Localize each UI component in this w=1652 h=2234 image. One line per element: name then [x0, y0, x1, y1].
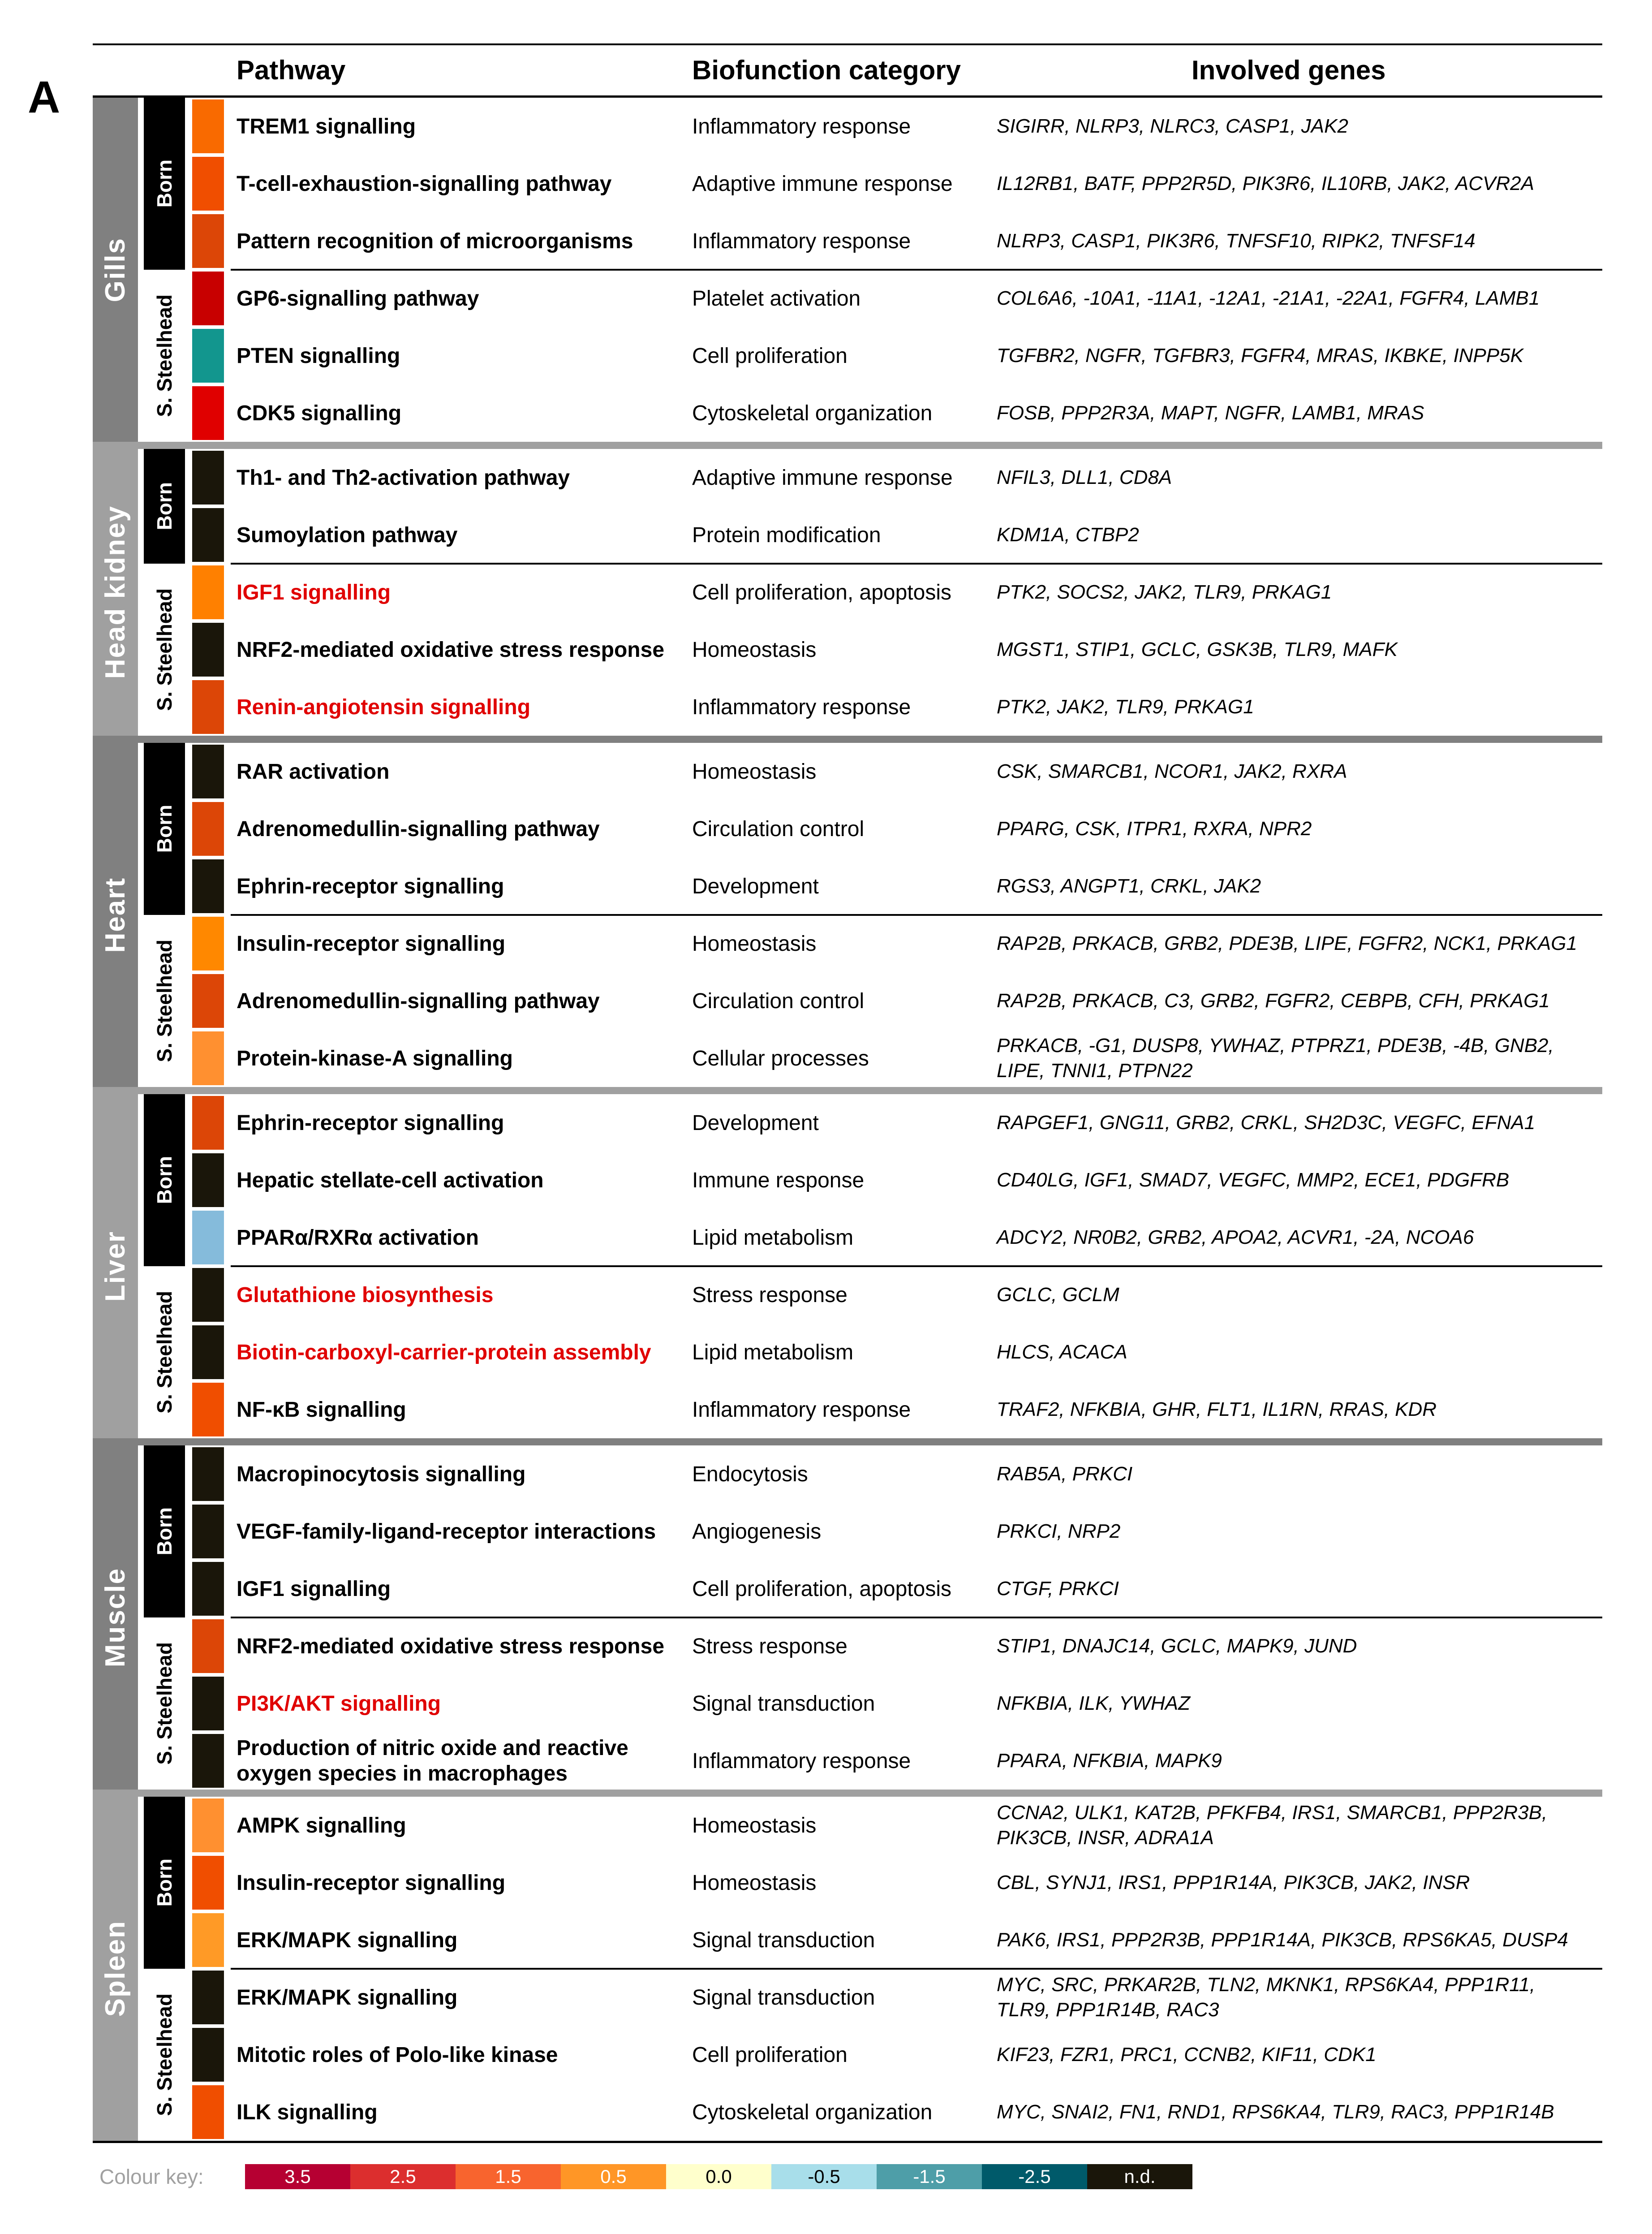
involved-genes: RGS3, ANGPT1, CRKL, JAK2	[997, 875, 1261, 897]
pathway-name: ERK/MAPK signalling	[237, 1928, 458, 1952]
table-row	[192, 800, 1602, 858]
table-row	[192, 972, 1602, 1030]
biofunction-category: Adaptive immune response	[692, 466, 953, 490]
group-name: Born	[153, 1507, 176, 1556]
group-list	[144, 1094, 1602, 1438]
pathway-name: Adrenomedullin-signalling pathway	[237, 989, 600, 1013]
biofunction-category: Adaptive immune response	[692, 172, 953, 196]
biofunction-category: Homeostasis	[692, 932, 817, 956]
fold-change-swatch	[192, 1798, 224, 1852]
organ-label	[93, 1797, 138, 2141]
fold-change-swatch	[192, 1913, 224, 1967]
fold-change-swatch	[192, 1211, 224, 1264]
fold-change-swatch	[192, 99, 224, 153]
pathway-name: Pattern recognition of microorganisms	[237, 229, 633, 253]
organ-section	[93, 736, 1602, 1087]
fold-change-swatch	[192, 157, 224, 211]
pathway-name: Adrenomedullin-signalling pathway	[237, 817, 600, 841]
biofunction-category: Cytoskeletal organization	[692, 2100, 933, 2124]
involved-genes: IL12RB1, BATF, PPP2R5D, PIK3R6, IL10RB, JAK2, ACVR2A	[997, 173, 1534, 194]
group-label	[144, 1969, 185, 2141]
organ-name: Gills	[100, 237, 131, 302]
group-list	[144, 1797, 1602, 2141]
involved-genes: TRAF2, NFKBIA, GHR, FLT1, IL1RN, RRAS, KDR	[997, 1398, 1437, 1420]
involved-genes: MGST1, STIP1, GCLC, GSK3B, TLR9, MAFK	[997, 638, 1398, 660]
fold-change-swatch	[192, 2085, 224, 2139]
colour-key-cell: 0.0	[666, 2164, 771, 2189]
biofunction-category: Immune response	[692, 1168, 865, 1192]
group-name: S. Steelhead	[153, 940, 176, 1062]
pathway-name: ERK/MAPK signalling	[237, 1985, 458, 2010]
involved-genes: KDM1A, CTBP2	[997, 524, 1139, 546]
biofunction-category: Circulation control	[692, 817, 865, 841]
fold-change-swatch	[192, 2028, 224, 2082]
fold-change-swatch	[192, 1268, 224, 1322]
fold-change-swatch	[192, 680, 224, 734]
fold-change-swatch	[192, 1734, 224, 1788]
fold-change-swatch	[192, 508, 224, 562]
involved-genes: RAP2B, PRKACB, C3, GRB2, FGFR2, CEBPB, CFH, PRKAG1	[997, 990, 1550, 1012]
involved-genes: CD40LG, IGF1, SMAD7, VEGFC, MMP2, ECE1, PDGFRB	[997, 1169, 1510, 1191]
biofunction-category: Homeostasis	[692, 1871, 817, 1895]
fold-change-swatch	[192, 1505, 224, 1558]
table-row	[192, 212, 1602, 270]
table-row	[192, 1969, 1602, 2026]
pathway-name: Sumoylation pathway	[237, 523, 458, 547]
involved-genes: KIF23, FZR1, PRC1, CCNB2, KIF11, CDK1	[997, 2044, 1377, 2066]
biofunction-category: Homeostasis	[692, 1813, 817, 1837]
group-section	[144, 98, 1602, 270]
group-section	[144, 1617, 1602, 1790]
organ-section	[93, 1087, 1602, 1438]
row-list	[192, 449, 1602, 564]
fold-change-swatch	[192, 1447, 224, 1501]
group-label	[144, 743, 185, 915]
bottom-rule	[93, 2141, 1602, 2143]
pathway-name: IGF1 signalling	[237, 580, 391, 604]
table-row	[192, 1266, 1602, 1324]
table-row	[192, 155, 1602, 212]
pathway-name: Ephrin-receptor signalling	[237, 1111, 504, 1135]
row-list	[192, 1445, 1602, 1617]
table-row	[192, 1503, 1602, 1560]
biofunction-category: Signal transduction	[692, 1691, 875, 1716]
biofunction-category: Lipid metabolism	[692, 1225, 854, 1250]
fold-change-swatch	[192, 917, 224, 970]
group-name: Born	[153, 160, 176, 208]
colour-key-label: Colour key:	[99, 2165, 204, 2188]
group-name: Born	[153, 805, 176, 853]
biofunction-category: Lipid metabolism	[692, 1340, 854, 1364]
pathway-name: Protein-kinase-A signalling	[237, 1046, 513, 1070]
table-row	[192, 1797, 1602, 1854]
pathway-name: PI3K/AKT signalling	[237, 1691, 441, 1716]
fold-change-swatch	[192, 1619, 224, 1673]
group-label	[144, 1617, 185, 1790]
involved-genes: PRKACB, -G1, DUSP8, YWHAZ, PTPRZ1, PDE3B, -4B, GNB2, LIPE, TNNI1, PTPN22	[997, 1035, 1554, 1082]
table-row	[192, 384, 1602, 442]
involved-genes: CTGF, PRKCI	[997, 1578, 1119, 1600]
fold-change-swatch	[192, 1153, 224, 1207]
organ-name: Spleen	[100, 1920, 131, 2017]
group-divider	[231, 1617, 1602, 1618]
biofunction-category: Inflammatory response	[692, 114, 911, 138]
table-row	[192, 564, 1602, 621]
table-row	[192, 1560, 1602, 1617]
pathway-name: Th1- and Th2-activation pathway	[237, 466, 570, 490]
involved-genes: TGFBR2, NGFR, TGFBR3, FGFR4, MRAS, IKBKE, INPP5K	[997, 345, 1523, 367]
involved-genes: PRKCI, NRP2	[997, 1520, 1121, 1542]
group-name: Born	[153, 1156, 176, 1204]
organ-label	[93, 1445, 138, 1790]
group-section	[144, 1969, 1602, 2141]
biofunction-category: Signal transduction	[692, 1928, 875, 1952]
organ-name: Muscle	[100, 1567, 131, 1668]
table-row	[192, 327, 1602, 384]
colour-key-cell: -1.5	[877, 2164, 982, 2189]
pathway-name: IGF1 signalling	[237, 1577, 391, 1601]
table-row	[192, 270, 1602, 327]
involved-genes: STIP1, DNAJC14, GCLC, MAPK9, JUND	[997, 1635, 1357, 1657]
group-name: Born	[153, 482, 176, 530]
group-list	[144, 98, 1602, 442]
biofunction-category: Inflammatory response	[692, 1749, 911, 1773]
table-row	[192, 743, 1602, 800]
pathway-name: Insulin-receptor signalling	[237, 1871, 506, 1895]
table-row	[192, 1094, 1602, 1152]
row-list	[192, 270, 1602, 442]
organ-label	[93, 98, 138, 442]
table-row	[192, 506, 1602, 564]
group-section	[144, 915, 1602, 1087]
group-list	[144, 449, 1602, 736]
row-list	[192, 1797, 1602, 1969]
organ-name: Liver	[100, 1230, 131, 1302]
group-label	[144, 270, 185, 442]
pathway-name: PPARα/RXRα activation	[237, 1225, 479, 1250]
involved-genes: CBL, SYNJ1, IRS1, PPP1R14A, PIK3CB, JAK2, INSR	[997, 1872, 1470, 1893]
table-row	[192, 1209, 1602, 1266]
biofunction-category: Inflammatory response	[692, 229, 911, 253]
fold-change-swatch	[192, 1971, 224, 2024]
group-section	[144, 449, 1602, 564]
biofunction-category: Circulation control	[692, 989, 865, 1013]
biofunction-category: Signal transduction	[692, 1985, 875, 2010]
organ-label	[93, 449, 138, 736]
group-section	[144, 1266, 1602, 1438]
table-row	[192, 1617, 1602, 1675]
pathway-name: ILK signalling	[237, 2100, 378, 2124]
involved-genes: NFIL3, DLL1, CD8A	[997, 466, 1172, 488]
organ-section	[93, 1438, 1602, 1790]
pathway-name: Hepatic stellate-cell activation	[237, 1168, 544, 1192]
colour-key-cell: 1.5	[456, 2164, 561, 2189]
row-list	[192, 743, 1602, 915]
organ-label	[93, 743, 138, 1087]
biofunction-category: Development	[692, 874, 819, 898]
group-name: S. Steelhead	[153, 294, 176, 417]
involved-genes: HLCS, ACACA	[997, 1341, 1127, 1363]
pathway-name: GP6-signalling pathway	[237, 286, 479, 311]
involved-genes: ADCY2, NR0B2, GRB2, APOA2, ACVR1, -2A, NCOA6	[997, 1226, 1474, 1248]
organ-name: Heart	[100, 877, 131, 953]
involved-genes: SIGIRR, NLRP3, NLRC3, CASP1, JAK2	[997, 115, 1348, 137]
group-section	[144, 564, 1602, 736]
table-row	[192, 858, 1602, 915]
colour-key-cell: 0.5	[561, 2164, 666, 2189]
group-divider	[231, 1265, 1602, 1267]
table-row	[192, 449, 1602, 506]
row-list	[192, 1617, 1602, 1790]
biofunction-category: Platelet activation	[692, 286, 861, 311]
pathway-name: Glutathione biosynthesis	[237, 1283, 494, 1307]
header-pathway: Pathway	[237, 55, 346, 85]
involved-genes: RAP2B, PRKACB, GRB2, PDE3B, LIPE, FGFR2, NCK1, PRKAG1	[997, 932, 1577, 954]
group-divider	[231, 1968, 1602, 1970]
group-label	[144, 1445, 185, 1617]
pathway-name: NRF2-mediated oxidative stress response	[237, 1634, 665, 1658]
organ-label	[93, 1094, 138, 1438]
top-rule	[93, 43, 1602, 45]
row-list	[192, 1266, 1602, 1438]
table-row	[192, 2026, 1602, 2083]
row-list	[192, 915, 1602, 1087]
table-row	[192, 1854, 1602, 1911]
fold-change-swatch	[192, 565, 224, 619]
involved-genes: PPARA, NFKBIA, MAPK9	[997, 1750, 1222, 1772]
group-divider	[231, 269, 1602, 271]
fold-change-swatch	[192, 1562, 224, 1616]
table-row	[192, 1030, 1602, 1087]
involved-genes: COL6A6, -10A1, -11A1, -12A1, -21A1, -22A1, FGFR4, LAMB1	[997, 287, 1540, 309]
pathway-name: Ephrin-receptor signalling	[237, 874, 504, 898]
fold-change-swatch	[192, 802, 224, 856]
fold-change-swatch	[192, 1677, 224, 1730]
biofunction-category: Stress response	[692, 1283, 848, 1307]
group-name: S. Steelhead	[153, 588, 176, 711]
involved-genes: PAK6, IRS1, PPP2R3B, PPP1R14A, PIK3CB, RPS6KA5, DUSP4	[997, 1929, 1568, 1951]
involved-genes: CCNA2, ULK1, KAT2B, PFKFB4, IRS1, SMARCB1, PPP2R3B, PIK3CB, INSR, ADRA1A	[997, 1802, 1548, 1849]
fold-change-swatch	[192, 272, 224, 325]
colour-key-cell: -2.5	[982, 2164, 1087, 2189]
involved-genes: PPARG, CSK, ITPR1, RXRA, NPR2	[997, 818, 1312, 840]
biofunction-category: Cell proliferation	[692, 2043, 848, 2067]
biofunction-category: Development	[692, 1111, 819, 1135]
biofunction-category: Endocytosis	[692, 1462, 808, 1486]
group-name: S. Steelhead	[153, 1642, 176, 1765]
organ-name: Head kidney	[100, 505, 131, 679]
group-label	[144, 1266, 185, 1438]
organ-section	[93, 442, 1602, 736]
pathway-table	[93, 98, 1602, 2141]
table-row	[192, 1732, 1602, 1790]
colour-key-cell: 2.5	[350, 2164, 456, 2189]
fold-change-swatch	[192, 1856, 224, 1910]
table-row	[192, 98, 1602, 155]
fold-change-swatch	[192, 214, 224, 268]
biofunction-category: Inflammatory response	[692, 1397, 911, 1422]
pathway-name: NRF2-mediated oxidative stress response	[237, 638, 665, 662]
involved-genes: NFKBIA, ILK, YWHAZ	[997, 1692, 1190, 1714]
table-row	[192, 1152, 1602, 1209]
table-row	[192, 2083, 1602, 2141]
pathway-name: TREM1 signalling	[237, 114, 416, 138]
biofunction-category: Angiogenesis	[692, 1519, 822, 1544]
organ-section	[93, 1790, 1602, 2141]
pathway-name: RAR activation	[237, 759, 390, 784]
group-label	[144, 449, 185, 564]
colour-key-cell: n.d.	[1087, 2164, 1192, 2189]
fold-change-swatch	[192, 859, 224, 913]
group-divider	[231, 914, 1602, 916]
involved-genes: NLRP3, CASP1, PIK3R6, TNFSF10, RIPK2, TNFSF14	[997, 230, 1476, 252]
colour-key	[99, 2164, 1192, 2189]
group-label	[144, 98, 185, 270]
group-list	[144, 743, 1602, 1087]
biofunction-category: Cytoskeletal organization	[692, 401, 933, 425]
biofunction-category: Cell proliferation, apoptosis	[692, 1577, 951, 1601]
fold-change-swatch	[192, 386, 224, 440]
biofunction-category: Cell proliferation	[692, 344, 848, 368]
group-label	[144, 564, 185, 736]
table-row	[192, 1911, 1602, 1969]
fold-change-swatch	[192, 451, 224, 505]
involved-genes: RAB5A, PRKCI	[997, 1463, 1133, 1485]
header-genes: Involved genes	[1192, 55, 1386, 85]
fold-change-swatch	[192, 623, 224, 677]
table-row	[192, 915, 1602, 972]
involved-genes: FOSB, PPP2R3A, MAPT, NGFR, LAMB1, MRAS	[997, 402, 1424, 424]
pathway-name: AMPK signalling	[237, 1813, 406, 1837]
colour-key-cell: 3.5	[245, 2164, 350, 2189]
pathway-name: Renin-angiotensin signalling	[237, 695, 531, 719]
involved-genes: GCLC, GCLM	[997, 1284, 1119, 1306]
pathway-name: Biotin-carboxyl-carrier-protein assembly	[237, 1340, 651, 1364]
row-list	[192, 98, 1602, 270]
table-row	[192, 1324, 1602, 1381]
involved-genes: MYC, SNAI2, FN1, RND1, RPS6KA4, TLR9, RAC3, PPP1R14B	[997, 2101, 1554, 2123]
fold-change-swatch	[192, 1325, 224, 1379]
group-section	[144, 1797, 1602, 1969]
pathway-name: NF-κB signalling	[237, 1397, 406, 1422]
involved-genes: PTK2, SOCS2, JAK2, TLR9, PRKAG1	[997, 581, 1332, 603]
group-name: S. Steelhead	[153, 1291, 176, 1414]
involved-genes: RAPGEF1, GNG11, GRB2, CRKL, SH2D3C, VEGFC, EFNA1	[997, 1112, 1536, 1134]
fold-change-swatch	[192, 1031, 224, 1085]
group-label	[144, 1797, 185, 1969]
pathway-name: Production of nitric oxide and reactive oxygen species in macrophages	[237, 1736, 628, 1785]
organ-section	[93, 98, 1602, 442]
fold-change-swatch	[192, 974, 224, 1028]
involved-genes: CSK, SMARCB1, NCOR1, JAK2, RXRA	[997, 760, 1347, 782]
table-row	[192, 621, 1602, 678]
row-list	[192, 1094, 1602, 1266]
fold-change-swatch	[192, 1383, 224, 1436]
group-section	[144, 1445, 1602, 1617]
fold-change-swatch	[192, 329, 224, 383]
biofunction-category: Homeostasis	[692, 638, 817, 662]
pathway-name: T-cell-exhaustion-signalling pathway	[237, 172, 612, 196]
biofunction-category: Protein modification	[692, 523, 881, 547]
group-section	[144, 743, 1602, 915]
colour-key-cell: -0.5	[771, 2164, 877, 2189]
group-divider	[231, 563, 1602, 565]
header-biofunction: Biofunction category	[692, 55, 961, 85]
table-row	[192, 1445, 1602, 1503]
pathway-name: Macropinocytosis signalling	[237, 1462, 526, 1486]
pathway-name: Mitotic roles of Polo-like kinase	[237, 2043, 558, 2067]
involved-genes: PTK2, JAK2, TLR9, PRKAG1	[997, 696, 1254, 718]
group-label	[144, 1094, 185, 1266]
table-row	[192, 1381, 1602, 1438]
table-row	[192, 678, 1602, 736]
group-label	[144, 915, 185, 1087]
biofunction-category: Cell proliferation, apoptosis	[692, 580, 951, 604]
row-list	[192, 1969, 1602, 2141]
table-row	[192, 1675, 1602, 1732]
biofunction-category: Homeostasis	[692, 759, 817, 784]
group-name: Born	[153, 1859, 176, 1907]
biofunction-category: Cellular processes	[692, 1046, 869, 1070]
pathway-name: PTEN signalling	[237, 344, 400, 368]
group-section	[144, 1094, 1602, 1266]
biofunction-category: Stress response	[692, 1634, 848, 1658]
fold-change-swatch	[192, 1096, 224, 1150]
row-list	[192, 564, 1602, 736]
pathway-name: VEGF-family-ligand-receptor interactions	[237, 1519, 656, 1544]
pathway-name: CDK5 signalling	[237, 401, 402, 425]
biofunction-category: Inflammatory response	[692, 695, 911, 719]
involved-genes: MYC, SRC, PRKAR2B, TLN2, MKNK1, RPS6KA4, PPP1R11, TLR9, PPP1R14B, RAC3	[997, 1974, 1536, 2021]
pathway-name: Insulin-receptor signalling	[237, 932, 506, 956]
group-list	[144, 1445, 1602, 1790]
panel-letter: A	[28, 72, 60, 122]
group-section	[144, 270, 1602, 442]
group-name: S. Steelhead	[153, 1993, 176, 2116]
fold-change-swatch	[192, 745, 224, 798]
